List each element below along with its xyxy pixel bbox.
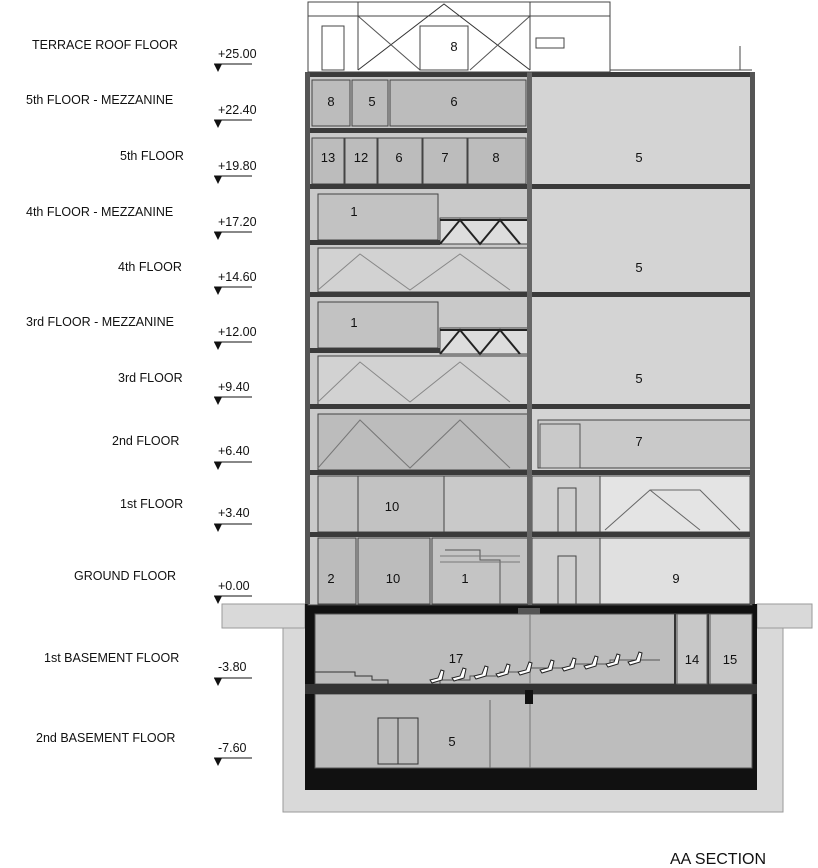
room-number: 1 (350, 315, 358, 330)
level-name: 3rd FLOOR - MEZZANINE (26, 315, 174, 329)
room-number: 6 (450, 94, 458, 109)
level-name: 4th FLOOR - MEZZANINE (26, 205, 174, 219)
room-number: 2 (327, 571, 335, 586)
room-number: 5 (368, 94, 376, 109)
room-number: 12 (353, 150, 369, 165)
level-elevation: -7.60 (218, 741, 247, 755)
level-elevation: +6.40 (218, 444, 250, 458)
level-elevation: +9.40 (218, 380, 250, 394)
room-number: 8 (492, 150, 500, 165)
level-name: 3rd FLOOR (118, 371, 183, 385)
room-number: 1 (461, 571, 469, 586)
basement-structure (305, 604, 757, 790)
level-name: 4th FLOOR (118, 260, 182, 274)
level-name: 1st BASEMENT FLOOR (44, 651, 180, 665)
room-number: 5 (635, 150, 643, 165)
level-elevation: +17.20 (218, 215, 257, 229)
level-name: 1st FLOOR (120, 497, 184, 511)
level-elevation: +3.40 (218, 506, 250, 520)
room-number: 13 (320, 150, 336, 165)
level-elevation: +25.00 (218, 47, 257, 61)
room-number: 9 (672, 571, 680, 586)
level-name: 2nd FLOOR (112, 434, 180, 448)
room-number: 17 (448, 651, 464, 666)
building-superstructure (305, 72, 755, 605)
level-labels (26, 38, 257, 766)
room-number: 5 (635, 371, 643, 386)
level-elevation: +22.40 (218, 103, 257, 117)
level-elevation: +0.00 (218, 579, 250, 593)
room-number: 7 (635, 434, 643, 449)
drawing-title: AA SECTION (670, 851, 767, 868)
room-number: 10 (384, 499, 400, 514)
room-number: 6 (395, 150, 403, 165)
room-number: 8 (327, 94, 335, 109)
room-number: 1 (350, 204, 358, 219)
room-number: 5 (635, 260, 643, 275)
level-elevation: -3.80 (218, 660, 247, 674)
terrace-roof (308, 2, 752, 72)
level-name: 5th FLOOR - MEZZANINE (26, 93, 174, 107)
room-number: 8 (450, 39, 458, 54)
room-number: 14 (684, 652, 700, 667)
level-elevation: +14.60 (218, 270, 257, 284)
level-elevation: +19.80 (218, 159, 257, 173)
room-number: 10 (385, 571, 401, 586)
level-name: GROUND FLOOR (74, 569, 177, 583)
level-elevation: +12.00 (218, 325, 257, 339)
level-name: 2nd BASEMENT FLOOR (36, 731, 176, 745)
level-name: 5th FLOOR (120, 149, 184, 163)
room-number: 15 (722, 652, 738, 667)
room-number: 5 (448, 734, 456, 749)
level-name: TERRACE ROOF FLOOR (32, 38, 178, 52)
room-number: 7 (441, 150, 449, 165)
